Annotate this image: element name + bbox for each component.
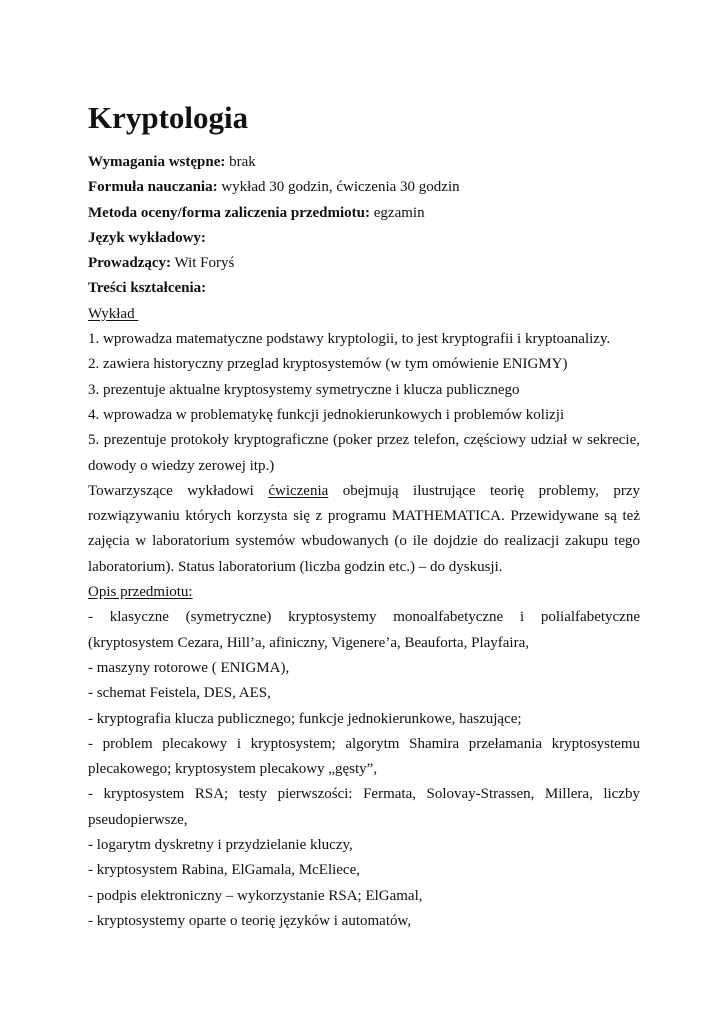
description-item: - podpis elektroniczny – wykorzystanie RSA; ElGamal, bbox=[88, 887, 423, 904]
description-heading bbox=[88, 580, 640, 605]
description-item: - kryptosystem Rabina, ElGamala, McEliece, bbox=[88, 862, 360, 879]
meta-value: wykład 30 godzin, ćwiczenia 30 godzin bbox=[217, 179, 460, 196]
description-item: - maszyny rotorowe ( ENIGMA), bbox=[88, 659, 290, 676]
description-item: - schemat Feistela, DES, AES, bbox=[88, 685, 271, 702]
meta-label: Treści kształcenia: bbox=[88, 280, 207, 297]
meta-teaching-formula bbox=[88, 175, 640, 200]
meta-label: Język wykładowy: bbox=[88, 229, 206, 246]
meta-assessment-method bbox=[88, 201, 640, 226]
description-item: - kryptosystem RSA; testy pierwszości: Fermata, Solovay-Strassen, Millera, liczby pseudopierwsze, bbox=[88, 786, 640, 828]
description-item: - klasyczne (symetryczne) kryptosystemy monoalfabetyczne i polialfabetyczne (kryptosystem Cezara, Hill’a, afiniczny, Vigenere’a, Beauforta, Playfaira, bbox=[88, 609, 640, 651]
lecture-item: 2. zawiera historyczny przeglad kryptosystemów (w tym omówienie ENIGMY) bbox=[88, 356, 568, 373]
lecture-item: 1. wprowadza matematyczne podstawy kryptologii, to jest kryptografii i kryptoanalizy. bbox=[88, 331, 611, 348]
meta-value: brak bbox=[225, 154, 256, 170]
meta-value: Wit Foryś bbox=[171, 255, 235, 272]
description-item: - problem plecakowy i kryptosystem; algorytm Shamira przełamania kryptosystemu plecakowego; kryptosystem plecakowy „gęsty”, bbox=[88, 735, 640, 778]
lecture-item: 4. wprowadza w problematykę funkcji jednokierunkowych i problemów kolizji bbox=[88, 406, 565, 423]
meta-label: Formuła nauczania: bbox=[88, 179, 218, 196]
meta-course-content bbox=[88, 276, 640, 301]
document-title: Kryptologia bbox=[88, 100, 249, 135]
meta-value: egzamin bbox=[370, 204, 425, 221]
lecture-heading-text: Wykład bbox=[88, 305, 139, 322]
meta-lecturer bbox=[88, 251, 640, 276]
lecture-item: 5. prezentuje protokoły kryptograficzne (poker przez telefon, częściowy udział w sekrecie, dowody o wiedzy zerowej itp.) bbox=[88, 432, 640, 474]
exercises-paragraph bbox=[88, 479, 640, 580]
exercises-text-before: Towarzyszące wykładowi bbox=[88, 482, 269, 499]
description-item: - kryptografia klucza publicznego; funkcje jednokierunkowe, haszujące; bbox=[88, 710, 522, 727]
description-item: - logarytm dyskretny i przydzielanie kluczy, bbox=[88, 837, 353, 854]
description-heading-text: Opis przedmiotu: bbox=[88, 584, 193, 601]
document-content bbox=[88, 98, 640, 934]
exercises-text-after: obejmują ilustrujące teorię problemy, przy rozwiązywaniu których korzysta się z programu MATHEMATICA. Przewidywane są też zajęcia w laboratorium systemów wbudowanych (o ile dojdzie do realizacji zakupu tego laboratorium). Status laboratorium (liczba godzin etc.) – do dyskusji. bbox=[88, 482, 640, 575]
meta-label: Wymagania wstępne: bbox=[88, 154, 226, 170]
description-item: - kryptosystemy oparte o teorię języków i automatów, bbox=[88, 912, 412, 929]
lecture-item: 3. prezentuje aktualne kryptosystemy symetryczne i klucza publicznego bbox=[88, 381, 520, 398]
exercises-link: ćwiczenia bbox=[268, 482, 329, 499]
lecture-heading bbox=[88, 302, 640, 327]
meta-prerequisites bbox=[88, 150, 640, 175]
meta-language bbox=[88, 226, 640, 251]
meta-label: Prowadzący: bbox=[88, 255, 172, 272]
meta-label: Metoda oceny/forma zaliczenia przedmiotu: bbox=[88, 204, 371, 221]
